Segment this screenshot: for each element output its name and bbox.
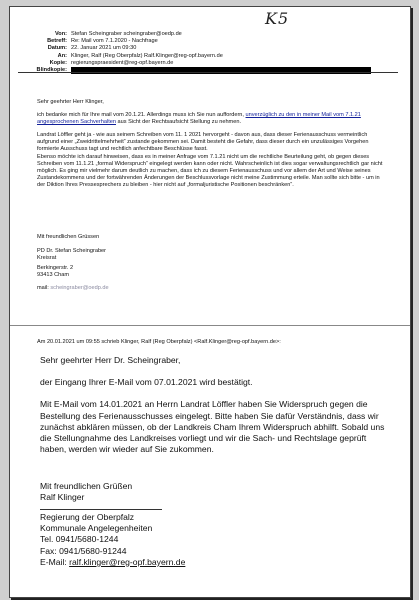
email2-org-block xyxy=(40,512,185,568)
email1-sender: PD Dr. Stefan Scheingraber xyxy=(37,248,107,255)
header-divider xyxy=(18,72,398,73)
email1-city: 93413 Cham xyxy=(37,272,70,279)
email1-mail-line xyxy=(37,285,109,291)
page-fold-separator xyxy=(10,325,410,326)
email1-paragraph-1 xyxy=(37,112,387,126)
email1-role: Kreisrat xyxy=(37,255,57,262)
email2-email-link[interactable]: ralf.klinger@reg-opf.bayern.de xyxy=(69,556,186,567)
email-header xyxy=(16,31,401,75)
email2-signature xyxy=(40,481,132,503)
email2-department: Kommunale Angelegenheiten xyxy=(40,523,153,534)
email2-fax: Fax: 0941/5680-91244 xyxy=(40,545,127,556)
text-run: ich bedanke mich für Ihre mail vom 20.1.21. Allerdings muss ich Sie nun auffordern, xyxy=(37,112,246,119)
header-label: An: xyxy=(57,52,67,59)
email2-sender: Ralf Klinger xyxy=(40,492,85,502)
email2-paragraph-1: der Eingang Ihrer E-Mail vom 07.01.2021 wird bestätigt. xyxy=(40,377,253,388)
email1-address xyxy=(37,265,73,279)
email2-org-name: Regierung der Oberpfalz xyxy=(40,512,135,522)
header-label: Von: xyxy=(54,31,67,37)
handwritten-mark: K5 xyxy=(265,9,290,28)
email1-mail-link[interactable]: scheingraber@oedp.de xyxy=(50,285,109,291)
header-label: Kopie: xyxy=(49,59,67,66)
email1-street: Berkingerstr. 2 xyxy=(37,265,74,271)
header-value: Re: Mail vom 7.1.2020 - Nachfrage xyxy=(71,38,158,45)
header-value: 22. Januar 2021 um 09:30 xyxy=(71,45,137,52)
email1-closing: Mit freundlichen Grüssen xyxy=(37,234,100,240)
text-run: aus Sicht der Rechtsaufsicht Stellung zu nehmen. xyxy=(116,119,241,126)
email1-paragraph-3: Ebenso möchte ich darauf hinweisen, dass es in meiner Anfrage vom 7.1.21 nicht um die rechtliche Beurteilung geht, ob gegen dieses Schreiben vom 11.1.21 „formal Widerspruch“ eingelegt werden kann oder nicht. Wahrscheinlich ist dies sogar verwaltungsrechtlich gar nicht möglich. Es ging mir vielmehr darum deutlich zu machen, dass ich zu diesem Ferienausschuss und vor allem der Art und Weise seines Zustandekommens und der fortwährenden Änderungen der Beschlussvorlage nicht meine Zustimmung erteile. Man sollte sich bitte - um in der Diktion Ihres Pressesprechers zu bleiben - hier nicht auf „formaljuristische Positionen beschränken“. xyxy=(37,153,383,188)
email2-greeting: Sehr geehrter Herr Dr. Scheingraber, xyxy=(40,355,181,365)
header-value: Klinger, Ralf (Reg Oberpfalz) Ralf.Klinger@reg-opf.bayern.de xyxy=(71,52,223,59)
document-page xyxy=(9,6,411,598)
email2-email-line xyxy=(40,557,185,568)
email2-tel: Tel. 0941/5680-1244 xyxy=(40,534,119,545)
signature-divider xyxy=(40,509,162,510)
email1-signature xyxy=(37,234,106,263)
header-row-subject xyxy=(16,38,401,45)
header-label: Blindkopie: xyxy=(36,67,67,74)
email2-email-label: E-Mail: xyxy=(40,556,70,567)
header-label: Datum: xyxy=(47,45,67,52)
email1-greeting: Sehr geehrter Herr Klinger, xyxy=(37,99,104,105)
header-value: Stefan Scheingraber scheingraber@oedp.de xyxy=(71,31,182,37)
header-value: regierungspraesident@reg-opf.bayern.de xyxy=(71,59,174,66)
quote-line: Am 20.01.2021 um 09:55 schrieb Klinger, Ralf (Reg Oberpfalz) <Ralf.Klinger@reg-opf.bayern.de>: xyxy=(37,339,281,345)
email1-paragraph-2: Landrat Löffler geht ja - wie aus seinem Schreiben vom 11. 1 2021 hervorgeht - davon aus, dass dieser Ferienausschuss vermeintlich aufgrund einer „Zweidrittelmehrheit“ zustande gekommen sei. Damit besteht die Gefahr, dass dieser durch ein unzulässiges Vorgehen formierte Ausschuss tagt und rechtlich anfechtbare Beschlüsse fasst. xyxy=(37,132,369,153)
underlined-text: unverzüglich zu den in meiner Mail vom 7.1.21 angesprochenen Sachverhalten xyxy=(37,112,361,126)
header-row-date xyxy=(16,45,401,52)
email2-closing: Mit freundlichen Grüßen xyxy=(40,481,133,491)
email2-body xyxy=(40,355,392,466)
header-row-cc xyxy=(16,60,401,67)
email1-mail-label: mail: xyxy=(37,285,49,291)
header-label: Betreff: xyxy=(47,38,67,45)
header-row-from xyxy=(16,31,401,38)
email1-body xyxy=(37,99,387,195)
header-row-to xyxy=(16,53,401,60)
email2-paragraph-2: Mit E-Mail vom 14.01.2021 an Herrn Landrat Löffler haben Sie Widerspruch gegen die Bestellung des Ferienausschusses eingelegt. Bitte haben Sie dafür Verständnis, dass wir zunächst abklären müssen, ob der Landkreis Cham Ihrem Widerspruch abhilft. Sobald uns die Stellungnahme des Landkreises vorliegt und wir die Sach- und Rechtslage geprüft haben, werden wir wieder auf Sie zukommen. xyxy=(40,399,385,455)
